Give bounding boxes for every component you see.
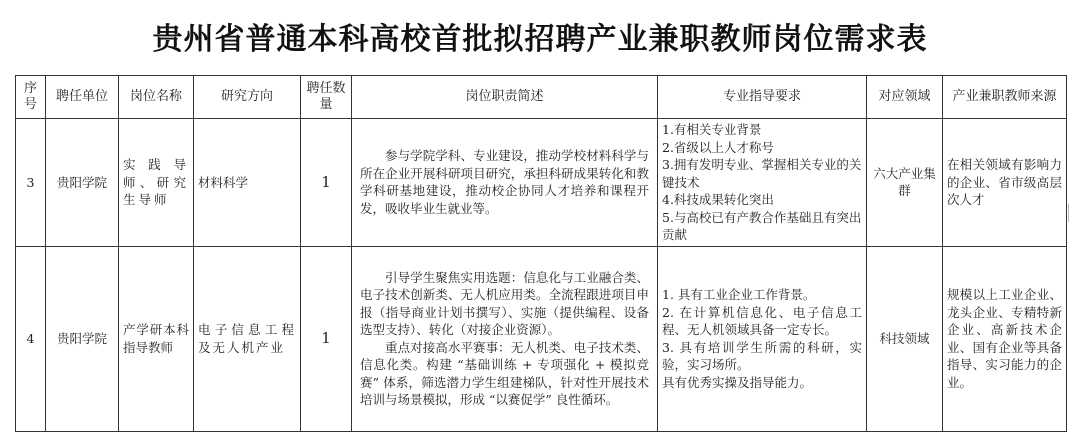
duty-paragraph: 引导学生聚焦实用选题：信息化与工业融合类、电子技术创新类、无人机应用类。全流程跟进项目申报（指导商业计划书撰写）、实施（提供编程、设备选型支持）、转化（对接企业资源）。 — [360, 269, 649, 337]
header-duty: 岗位职责简述 — [352, 76, 658, 119]
req-item: 具有优秀实操及指导能力。 — [662, 374, 813, 390]
header-req: 专业指导要求 — [658, 76, 867, 119]
row-research: 材料科学 — [194, 119, 301, 247]
row-unit: 贵阳学院 — [46, 246, 119, 431]
job-requirements-table — [15, 75, 1067, 432]
req-item: 3.拥有发明专业、掌握相关专业的关键技术 — [662, 157, 862, 190]
row-source: 在相关领域有影响力的企业、省市级高层次人才 — [943, 119, 1067, 247]
row-no: 3 — [16, 119, 46, 247]
row-req — [658, 119, 867, 247]
row-post: 实践导师、研究生导师 — [119, 119, 194, 247]
row-post: 产学研本科指导教师 — [119, 246, 194, 431]
header-research: 研究方向 — [194, 76, 301, 119]
document-title: 贵州省普通本科高校首批拟招聘产业兼职教师岗位需求表 — [152, 22, 928, 57]
row-count: 1 — [301, 246, 352, 431]
req-item: 2. 在计算机信息化、电子信息工程、无人机领域具备一定专长。 — [662, 304, 862, 337]
header-unit: 聘任单位 — [46, 76, 119, 119]
table-row — [16, 246, 1067, 431]
header-field: 对应领域 — [867, 76, 943, 119]
row-field: 科技领域 — [867, 246, 943, 431]
header-source: 产业兼职教师来源 — [943, 76, 1067, 119]
req-item: 2.省级以上人才称号 — [662, 139, 774, 155]
duty-paragraph: 重点对接高水平赛事：无人机类、电子技术类、信息化类。构建 “基础训练 + 专项强化 + 模拟竞赛” 体系，筛选潜力学生组建梯队，针对性开展技术培训与场景模拟，形成 “以赛促学” 良性循环。 — [360, 339, 649, 407]
req-item: 1.有相关专业背景 — [662, 122, 762, 137]
req-item: 5.与高校已有产教合作基础且有突出贡献 — [662, 209, 862, 242]
header-no: 序号 — [16, 76, 46, 119]
row-count: 1 — [301, 119, 352, 247]
header-post: 岗位名称 — [119, 76, 194, 119]
row-duty — [352, 246, 658, 431]
row-no: 4 — [16, 246, 46, 431]
row-req — [658, 246, 867, 431]
table-row — [16, 119, 1067, 247]
row-research: 电子信息工程及无人机产业 — [194, 246, 301, 431]
row-source: 规模以上工业企业、龙头企业、专精特新企业、高新技术企业、国有企业等具备指导、实习能力的企业。 — [943, 246, 1067, 431]
req-item: 3. 具有培训学生所需的科研，实验，实习场所。 — [662, 339, 862, 372]
row-duty: 参与学院学科、专业建设，推动学校材料科学与所在企业开展科研项目研究，承担科研成果转化和教学科研基地建设，推动校企协同人才培养和课程开发，吸收毕业生就业等。 — [352, 119, 658, 247]
table-header-row — [16, 76, 1067, 119]
header-count: 聘任数量 — [301, 76, 352, 119]
page-edge-mark — [1068, 204, 1080, 222]
row-unit: 贵阳学院 — [46, 119, 119, 247]
row-field: 六大产业集群 — [867, 119, 943, 247]
req-item: 4.科技成果转化突出 — [662, 192, 774, 207]
req-item: 1. 具有工业企业工作背景。 — [662, 287, 816, 302]
